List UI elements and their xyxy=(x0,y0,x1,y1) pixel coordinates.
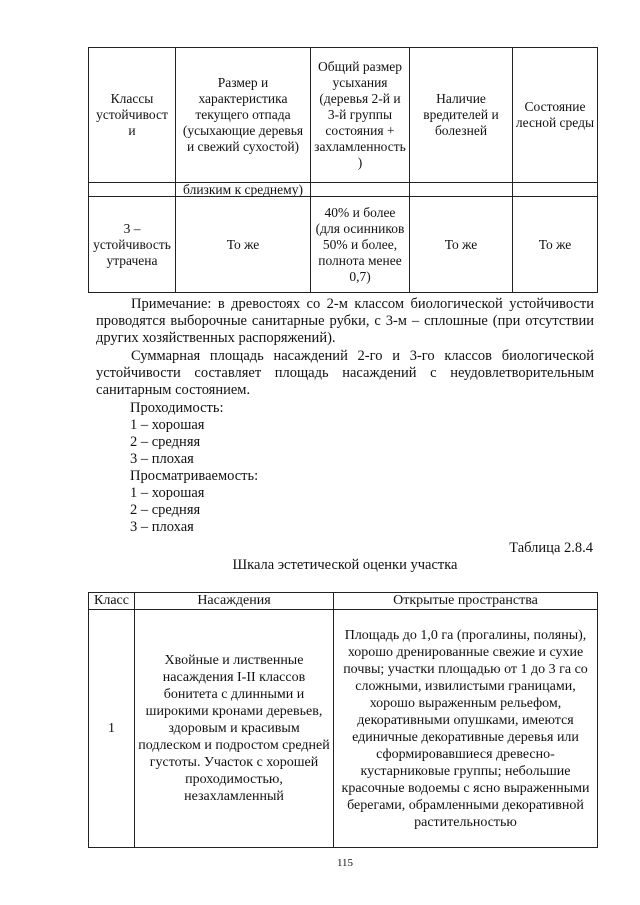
summary-paragraph: Суммарная площадь насаждений 2-го и 3-го классов биологической устойчивости составляет площадь насаждений с неудовлетворительным санитарным состоянием. xyxy=(96,348,594,398)
table-row xyxy=(89,183,598,197)
table-row xyxy=(89,197,598,293)
table-header-row xyxy=(89,593,598,610)
table-cell xyxy=(410,183,513,197)
table-cell: Хвойные и лиственные насаждения I-II классов бонитета с длинными и широкими кронами деревьев, здоровым и красивым подлеском и подростом средней густоты. Участок с хорошей проходимостью, незахламленный xyxy=(135,610,334,848)
header-cell: Общий размер усыхания (деревья 2-й и 3-й группы состояния + захламленность ) xyxy=(311,48,410,183)
table-cell: То же xyxy=(513,197,598,293)
table-cell: Площадь до 1,0 га (прогалины, поляны), хорошо дренированные свежие и сухие почвы; участки площадью от 1 до 3 га со сложными, извилистыми границами, хорошо выраженным рельефом, декоративными опушками, имеются единичные декоративные деревья или сформировавшиеся древесно-кустарниковые группы; небольшие красочные водоемы с ясно выраженными берегами, обрамленными декоративной растительностью xyxy=(334,610,598,848)
table-cell xyxy=(311,183,410,197)
header-cell: Состояние лесной среды xyxy=(513,48,598,183)
table-cell: То же xyxy=(176,197,311,293)
header-cell: Наличие вредителей и болезней xyxy=(410,48,513,183)
page-number: 115 xyxy=(336,857,354,869)
header-cell: Классы устойчивост и xyxy=(89,48,176,183)
table-header-row xyxy=(89,48,598,183)
table-cell: 1 xyxy=(89,610,135,848)
header-cell: Класс xyxy=(89,593,135,610)
header-cell: Насаждения xyxy=(135,593,334,610)
passability-item: 3 – плохая xyxy=(130,451,194,467)
table-cell xyxy=(89,183,176,197)
table-title: Шкала эстетической оценки участка xyxy=(232,557,458,573)
visibility-item: 3 – плохая xyxy=(130,519,194,535)
passability-item: 1 – хорошая xyxy=(130,417,205,433)
table-label: Таблица 2.8.4 xyxy=(509,540,593,556)
table-cell: 40% и более (для осинников 50% и более, полнота менее 0,7) xyxy=(311,197,410,293)
passability-item: 2 – средняя xyxy=(130,434,201,450)
passability-title: Проходимость: xyxy=(130,400,224,416)
visibility-title: Просматриваемость: xyxy=(130,468,259,484)
header-cell: Размер и характеристика текущего отпада (усыхающие деревья и свежий сухостой) xyxy=(176,48,311,183)
visibility-item: 1 – хорошая xyxy=(130,485,205,501)
header-cell: Открытые пространства xyxy=(334,593,598,610)
visibility-item: 2 – средняя xyxy=(130,502,201,518)
table-cell: 3 – устойчивость утрачена xyxy=(89,197,176,293)
table-cell: близким к среднему) xyxy=(176,183,311,197)
table-cell xyxy=(513,183,598,197)
table-cell: То же xyxy=(410,197,513,293)
table-row xyxy=(89,610,598,848)
aesthetic-scale-table xyxy=(88,592,598,848)
note-paragraph: Примечание: в древостоях со 2-м классом биологической устойчивости проводятся выборочные санитарные рубки, с 3-м – сплошные (при отсутствии других хозяйственных распоряжений). xyxy=(96,296,594,346)
resistance-classes-table xyxy=(88,47,598,293)
